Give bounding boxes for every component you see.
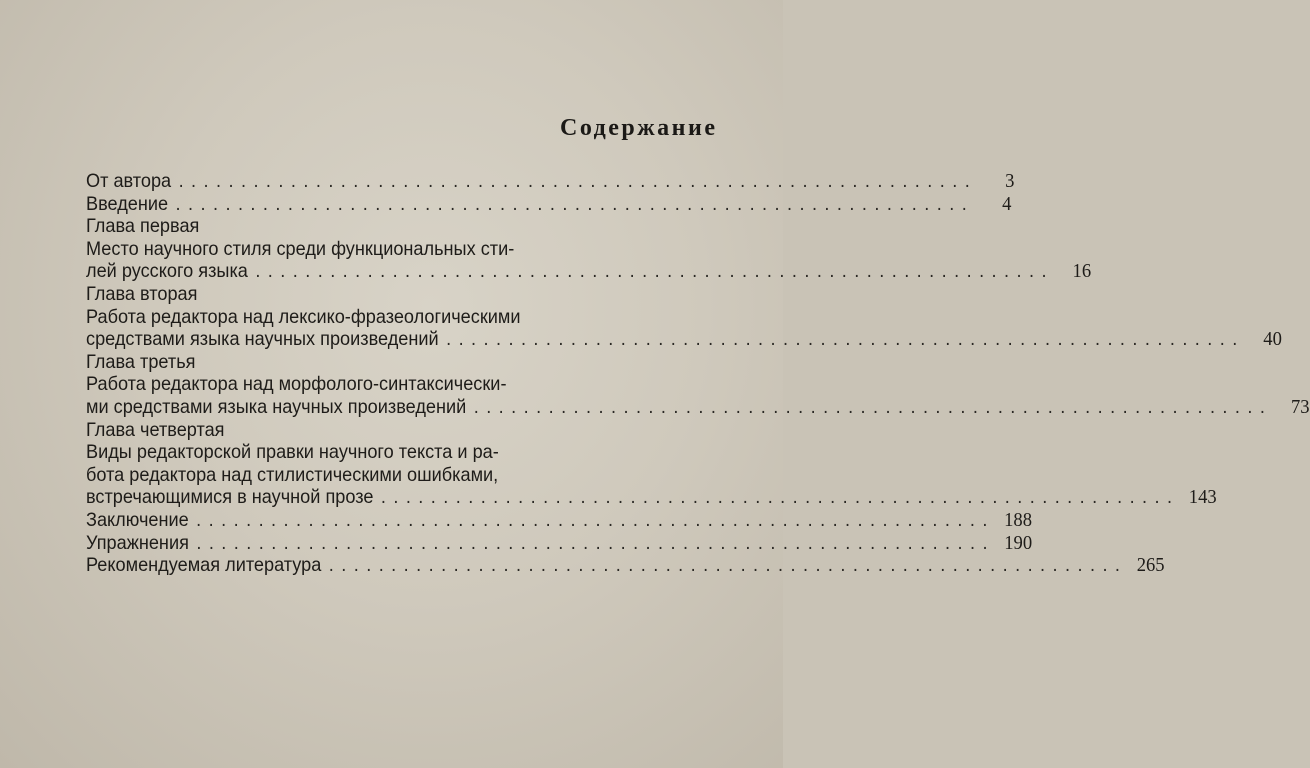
toc-line (86, 238, 644, 261)
leader-dots: ................................................................ (328, 554, 1128, 577)
leader-dots: ................................................................ (255, 260, 1054, 283)
toc-line (86, 395, 1310, 419)
toc-line (86, 306, 644, 329)
leader-dots: ................................................................ (196, 508, 995, 531)
toc-entry-title: Упражнения (86, 531, 189, 554)
toc-line (86, 531, 1033, 555)
toc-entry-title: встречающимися в научной прозе (86, 486, 374, 509)
toc-page-number: 188 (1004, 508, 1032, 531)
toc-entry (86, 192, 1012, 216)
toc-entry-title: Работа редактора над лексико-фразеологическими (86, 305, 521, 328)
toc-line (86, 554, 1165, 577)
toc-page-number: 265 (1136, 554, 1165, 577)
toc-page-number: 190 (1004, 531, 1033, 554)
toc-entry (86, 282, 1282, 351)
toc-page-number: 40 (1263, 328, 1282, 351)
toc-entry-title: Введение (86, 192, 169, 215)
toc-line (86, 328, 1282, 351)
toc-entry (86, 170, 1015, 193)
toc-entry-title: Работа редактора над морфолого-синтаксически- (86, 373, 507, 396)
toc-line (86, 464, 644, 487)
leader-dots: ................................................................ (446, 328, 1245, 351)
toc-entry (86, 508, 1032, 532)
toc-entry-title: От автора (86, 170, 172, 192)
toc-line (86, 508, 1032, 532)
toc-entry (86, 554, 1165, 577)
toc-page-number: 73 (1290, 395, 1310, 418)
toc-entry (86, 350, 1310, 419)
table-of-contents (86, 170, 1310, 577)
toc-entry-title: бота редактора над стилистическими ошибками, (86, 463, 499, 486)
toc-line (86, 486, 1217, 509)
toc-line (86, 170, 1015, 193)
toc-entry-title: ми средствами языка научных произведений (86, 395, 467, 418)
toc-entry-title: Рекомендуемая литература (86, 554, 322, 577)
leader-dots: ................................................................ (175, 192, 975, 215)
toc-line (86, 192, 1012, 216)
toc-page-number: 3 (1005, 170, 1015, 192)
toc-entry (86, 418, 1217, 509)
chapter-label: Глава первая (86, 215, 200, 238)
toc-entry-title: средствами языка научных произведений (86, 328, 439, 351)
toc-line (86, 260, 1092, 283)
leader-dots: ................................................................ (380, 486, 1180, 509)
leader-dots: ................................................................ (196, 531, 995, 554)
toc-line (86, 373, 644, 396)
chapter-label: Глава третья (86, 350, 196, 373)
leader-dots: ................................................................ (473, 395, 1273, 418)
toc-entry (86, 531, 1033, 555)
chapter-label: Глава вторая (86, 282, 198, 305)
toc-entry (86, 215, 1092, 283)
toc-line (86, 441, 644, 464)
toc-entry-title: Место научного стиля среди функциональных сти- (86, 237, 515, 260)
toc-page-number: 4 (1002, 192, 1012, 215)
toc-page-number: 143 (1188, 486, 1217, 509)
toc-page-number: 16 (1072, 260, 1092, 283)
page-title: Содержание (560, 115, 718, 141)
toc-entry-title: Заключение (86, 508, 189, 531)
toc-entry-title: лей русского языка (86, 260, 248, 283)
chapter-label: Глава четвертая (86, 418, 225, 441)
leader-dots: ................................................................ (178, 170, 978, 192)
toc-entry-title: Виды редакторской правки научного текста и ра- (86, 441, 499, 464)
